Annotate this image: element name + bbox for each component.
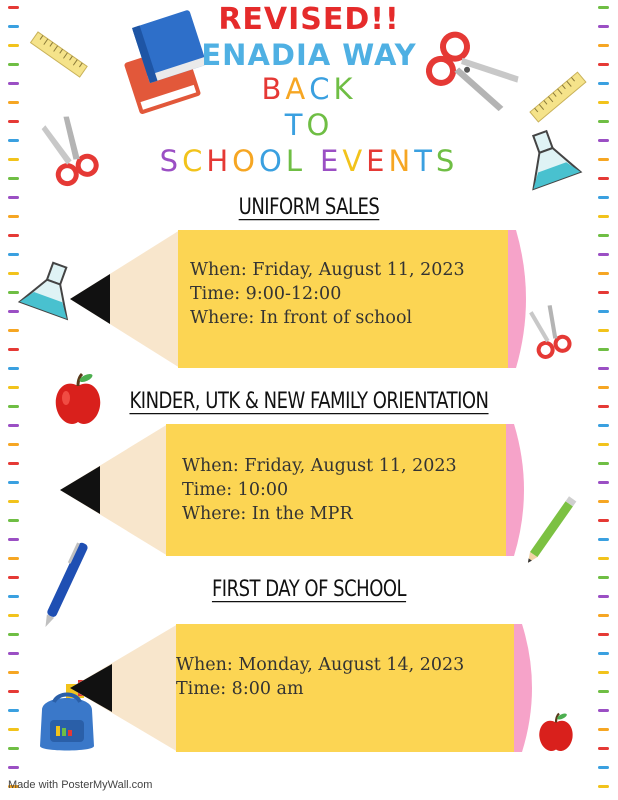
event-when: When: Monday, August 14, 2023 [176, 655, 465, 675]
title-letter: C [309, 72, 334, 106]
event-details-first-day [176, 653, 464, 701]
credit-text: Made with PosterMyWall.com [8, 779, 153, 791]
title-letter: T [284, 108, 307, 142]
event-where: Where: In the MPR [182, 504, 353, 524]
event-time: Time: 8:00 am [176, 679, 304, 699]
event-heading-orientation: KINDER, UTK & NEW FAMILY ORIENTATION [129, 388, 489, 415]
event-time: Time: 10:00 [182, 480, 289, 500]
event-time: Time: 9:00-12:00 [190, 284, 342, 304]
title-letter: S [435, 144, 459, 178]
title-letter: C [182, 144, 207, 178]
school-name: ENADIA WAY [201, 38, 417, 72]
revised-label: REVISED!! [218, 2, 400, 37]
title-letter: V [342, 144, 367, 178]
event-where: Where: In front of school [190, 308, 413, 328]
event-when: When: Friday, August 11, 2023 [182, 456, 457, 476]
title-letter: E [319, 144, 343, 178]
title-letter: N [388, 144, 415, 178]
title-letter: S [159, 144, 183, 178]
event-heading-uniform-sales: UNIFORM SALES [238, 194, 380, 221]
title-letter: T [414, 144, 436, 178]
title-letter: L [285, 144, 306, 178]
title-letter: A [285, 72, 310, 106]
event-heading-first-day: FIRST DAY OF SCHOOL [211, 576, 407, 603]
title-letter: E [366, 144, 389, 178]
title-letter: K [333, 72, 357, 106]
title-letter: O [258, 144, 286, 178]
title-letter: H [206, 144, 233, 178]
title-letter: O [232, 144, 259, 178]
title-letter: O [306, 108, 334, 142]
title-letter: B [261, 72, 286, 106]
event-when: When: Friday, August 11, 2023 [190, 260, 465, 280]
